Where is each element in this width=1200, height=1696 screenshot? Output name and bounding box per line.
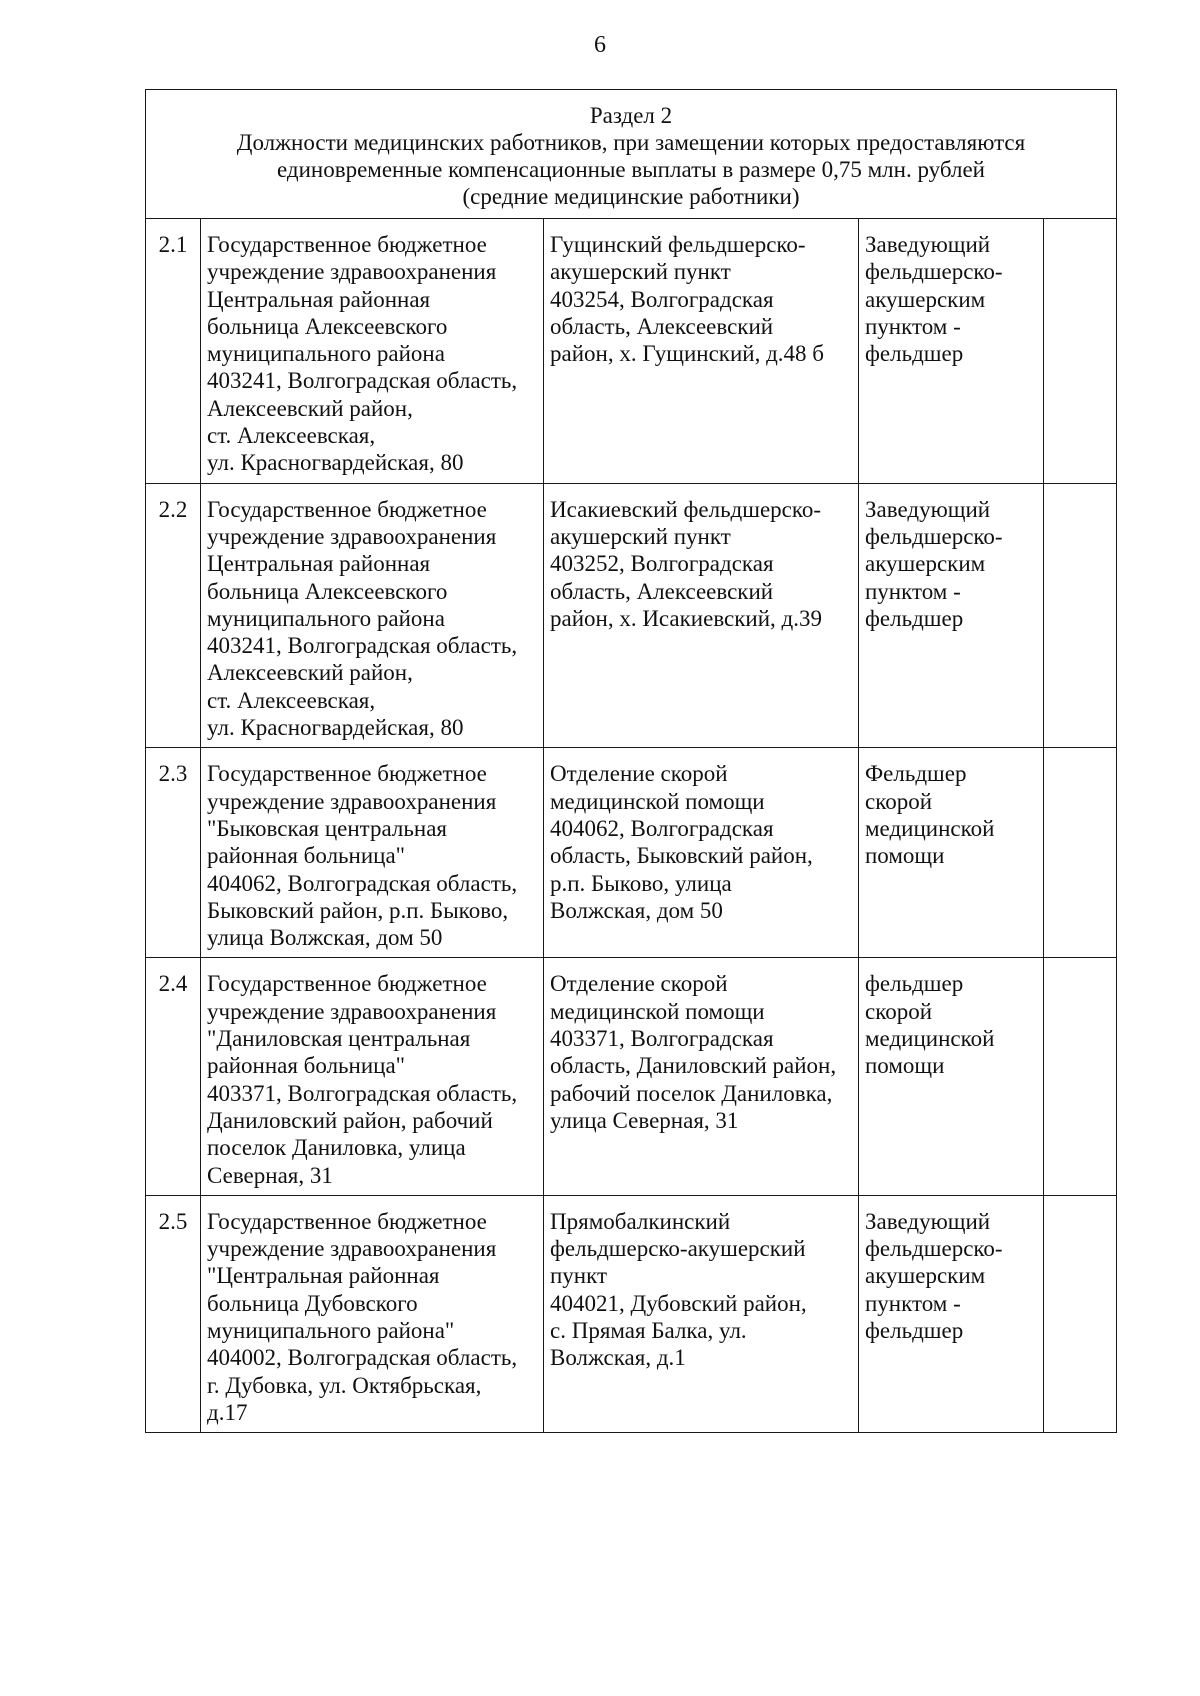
unit-line: фельдшерско-акушерский xyxy=(550,1236,806,1262)
position-line: пунктом - xyxy=(865,313,961,339)
section-description-line: Должности медицинских работников, при замещении которых предоставляются xyxy=(236,130,1026,155)
row-number: 2.4 xyxy=(146,958,201,1195)
table-row xyxy=(146,1195,1117,1432)
unit-line: пункт xyxy=(550,1263,608,1289)
section-title: Раздел 2 xyxy=(589,103,673,128)
position-line: акушерским xyxy=(865,1263,986,1289)
institution-line: Государственное бюджетное xyxy=(207,1208,487,1234)
institution-line: Алексеевский район, xyxy=(207,660,413,686)
position-line: фельдшерско- xyxy=(865,259,1003,285)
institution-line: "Центральная районная xyxy=(207,1263,440,1289)
institution-line: улица Волжская, дом 50 xyxy=(207,925,443,951)
unit-line: 403371, Волгоградская xyxy=(550,1026,774,1052)
row-number: 2.5 xyxy=(146,1195,201,1432)
unit-cell xyxy=(544,958,859,1195)
position-line: акушерским xyxy=(865,551,986,577)
unit-line: область, Даниловский район, xyxy=(550,1053,837,1079)
institution-line: 403241, Волгоградская область, xyxy=(207,368,518,394)
institution-line: Государственное бюджетное xyxy=(207,496,487,522)
position-line: пунктом - xyxy=(865,1290,961,1316)
section-description-line: единовременные компенсационные выплаты в размере 0,75 млн. рублей xyxy=(276,157,985,182)
institution-line: Государственное бюджетное xyxy=(207,761,487,787)
unit-line: 404062, Волгоградская xyxy=(550,815,774,841)
institution-cell xyxy=(201,958,544,1195)
institution-cell xyxy=(201,1195,544,1432)
institution-line: Быковский район, р.п. Быково, xyxy=(207,897,509,923)
unit-line: Волжская, дом 50 xyxy=(550,897,723,923)
position-line: фельдшер xyxy=(865,341,964,367)
institution-line: поселок Даниловка, улица xyxy=(207,1135,466,1161)
institution-line: Алексеевский район, xyxy=(207,395,413,421)
position-line: фельдшер xyxy=(865,971,964,997)
unit-line: 404021, Дубовский район, xyxy=(550,1290,807,1316)
empty-cell xyxy=(1044,1195,1117,1432)
position-line: Заведующий xyxy=(865,496,991,522)
position-line: помощи xyxy=(865,1053,945,1079)
page-number: 6 xyxy=(594,32,606,58)
institution-line: больница Алексеевского xyxy=(207,313,448,339)
institution-line: учреждение здравоохранения xyxy=(207,523,497,549)
institution-line: Северная, 31 xyxy=(207,1162,333,1188)
institution-line: учреждение здравоохранения xyxy=(207,998,497,1024)
institution-line: ст. Алексеевская, xyxy=(207,687,376,713)
institution-line: 403371, Волгоградская область, xyxy=(207,1080,518,1106)
institution-line: больница Дубовского xyxy=(207,1290,418,1316)
institution-line: 403241, Волгоградская область, xyxy=(207,633,518,659)
institution-line: 404062, Волгоградская область, xyxy=(207,870,518,896)
empty-cell xyxy=(1044,748,1117,958)
table-row xyxy=(146,483,1117,748)
unit-line: область, Быковский район, xyxy=(550,843,813,869)
institution-line: муниципального района" xyxy=(207,1317,455,1343)
institution-line: д.17 xyxy=(207,1399,248,1425)
institution-cell xyxy=(201,219,544,484)
institution-line: Центральная районная xyxy=(207,551,431,577)
unit-cell xyxy=(544,748,859,958)
empty-cell xyxy=(1044,958,1117,1195)
unit-line: область, Алексеевский xyxy=(550,578,774,604)
unit-cell xyxy=(544,483,859,748)
unit-line: р.п. Быково, улица xyxy=(550,870,732,896)
institution-line: муниципального района xyxy=(207,341,445,367)
unit-line: Волжская, д.1 xyxy=(550,1345,686,1371)
section-header xyxy=(146,90,1117,219)
institution-line: учреждение здравоохранения xyxy=(207,1236,497,1262)
institution-cell xyxy=(201,483,544,748)
institution-line: "Быковская центральная xyxy=(207,815,447,841)
institution-line: ул. Красногвардейская, 80 xyxy=(207,715,464,741)
institution-cell xyxy=(201,748,544,958)
institution-line: учреждение здравоохранения xyxy=(207,788,497,814)
institution-line: районная больница" xyxy=(207,843,406,869)
unit-line: область, Алексеевский xyxy=(550,313,774,339)
institution-line: "Даниловская центральная xyxy=(207,1026,471,1052)
unit-line: акушерский пункт xyxy=(550,259,731,285)
unit-line: рабочий поселок Даниловка, xyxy=(550,1080,833,1106)
position-line: скорой xyxy=(865,998,933,1024)
unit-line: район, х. Исакиевский, д.39 xyxy=(550,605,823,631)
position-line: помощи xyxy=(865,843,945,869)
unit-line: район, х. Гущинский, д.48 б xyxy=(550,341,824,367)
unit-line: улица Северная, 31 xyxy=(550,1107,739,1133)
table-row xyxy=(146,748,1117,958)
institution-line: 404002, Волгоградская область, xyxy=(207,1345,518,1371)
empty-cell xyxy=(1044,483,1117,748)
row-number: 2.1 xyxy=(146,219,201,484)
row-number: 2.2 xyxy=(146,483,201,748)
unit-line: Отделение скорой xyxy=(550,761,728,787)
unit-line: 403252, Волгоградская xyxy=(550,551,774,577)
institution-line: больница Алексеевского xyxy=(207,578,448,604)
position-line: медицинской xyxy=(865,815,995,841)
institution-line: Центральная районная xyxy=(207,286,431,312)
position-cell xyxy=(859,748,1044,958)
position-cell xyxy=(859,958,1044,1195)
unit-line: 403254, Волгоградская xyxy=(550,286,774,312)
unit-cell xyxy=(544,219,859,484)
unit-line: Гущинский фельдшерско- xyxy=(550,232,806,257)
institution-line: Государственное бюджетное xyxy=(207,971,487,997)
position-cell xyxy=(859,1195,1044,1432)
unit-cell xyxy=(544,1195,859,1432)
institution-line: ул. Красногвардейская, 80 xyxy=(207,450,464,476)
unit-line: Исакиевский фельдшерско- xyxy=(550,496,822,522)
unit-line: Прямобалкинский xyxy=(550,1208,731,1234)
institution-line: г. Дубовка, ул. Октябрьская, xyxy=(207,1372,482,1398)
position-line: медицинской xyxy=(865,1026,995,1052)
positions-table xyxy=(145,89,1117,1433)
institution-line: Государственное бюджетное xyxy=(207,232,487,257)
empty-cell xyxy=(1044,219,1117,484)
row-number: 2.3 xyxy=(146,748,201,958)
position-line: Заведующий xyxy=(865,232,991,257)
unit-line: Отделение скорой xyxy=(550,971,728,997)
position-line: Фельдшер xyxy=(865,761,967,787)
position-cell xyxy=(859,219,1044,484)
institution-line: ст. Алексеевская, xyxy=(207,423,376,449)
position-line: фельдшер xyxy=(865,605,964,631)
institution-line: Даниловский район, рабочий xyxy=(207,1107,493,1133)
position-line: фельдшер xyxy=(865,1317,964,1343)
unit-line: акушерский пункт xyxy=(550,523,731,549)
position-line: фельдшерско- xyxy=(865,1236,1003,1262)
position-line: пунктом - xyxy=(865,578,961,604)
position-cell xyxy=(859,483,1044,748)
table-row xyxy=(146,958,1117,1195)
table-row xyxy=(146,219,1117,484)
position-line: скорой xyxy=(865,788,933,814)
unit-line: медицинской помощи xyxy=(550,788,765,814)
institution-line: муниципального района xyxy=(207,605,445,631)
position-line: фельдшерско- xyxy=(865,523,1003,549)
position-line: акушерским xyxy=(865,286,986,312)
unit-line: медицинской помощи xyxy=(550,998,765,1024)
institution-line: районная больница" xyxy=(207,1053,406,1079)
section-header-row xyxy=(146,90,1117,219)
position-line: Заведующий xyxy=(865,1208,991,1234)
institution-line: учреждение здравоохранения xyxy=(207,259,497,285)
section-description-line: (средние медицинские работники) xyxy=(462,184,800,209)
unit-line: с. Прямая Балка, ул. xyxy=(550,1317,747,1343)
